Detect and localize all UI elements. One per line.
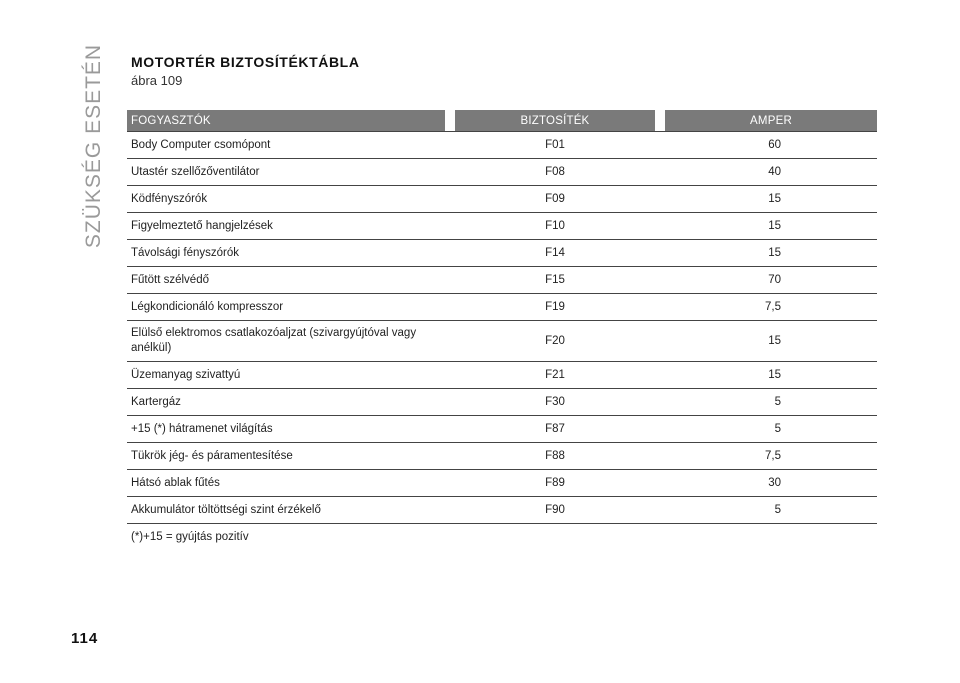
column-separator: [655, 110, 665, 131]
column-separator: [445, 443, 455, 470]
table-row: [127, 497, 877, 524]
amper-cell: 15: [665, 362, 877, 389]
column-separator: [655, 389, 665, 416]
table-row: [127, 213, 877, 240]
column-separator: [445, 389, 455, 416]
column-separator: [445, 416, 455, 443]
column-separator: [445, 132, 455, 159]
amper-cell: 5: [665, 416, 877, 443]
footnote: (*)+15 = gyújtás pozitív: [131, 531, 249, 543]
consumer-cell: Kartergáz: [127, 389, 445, 416]
fuse-cell: F19: [455, 294, 655, 321]
side-section-title-text: SZÜKSÉG ESETÉN: [82, 43, 105, 248]
fuse-cell: F89: [455, 470, 655, 497]
consumer-cell: Body Computer csomópont: [127, 132, 445, 159]
amper-cell: 15: [665, 240, 877, 267]
column-separator: [655, 267, 665, 294]
column-separator: [445, 362, 455, 389]
amper-cell: 7,5: [665, 294, 877, 321]
column-separator: [445, 497, 455, 524]
table-row: [127, 416, 877, 443]
amper-cell: 15: [665, 186, 877, 213]
table-row: [127, 443, 877, 470]
column-separator: [655, 362, 665, 389]
amper-cell: 60: [665, 132, 877, 159]
side-section-title: [80, 43, 108, 248]
table-row: [127, 321, 877, 362]
consumer-cell: Légkondicionáló kompresszor: [127, 294, 445, 321]
consumer-cell: Üzemanyag szivattyú: [127, 362, 445, 389]
table-header-row: [127, 110, 877, 131]
fuse-cell: F90: [455, 497, 655, 524]
fuse-cell: F10: [455, 213, 655, 240]
column-separator: [655, 159, 665, 186]
consumer-cell: +15 (*) hátramenet világítás: [127, 416, 445, 443]
amper-cell: 70: [665, 267, 877, 294]
column-separator: [655, 470, 665, 497]
column-separator: [445, 294, 455, 321]
fuse-cell: F21: [455, 362, 655, 389]
table-body: [127, 131, 877, 524]
consumer-cell: Tükrök jég- és páramentesítése: [127, 443, 445, 470]
table-row: [127, 240, 877, 267]
table-row: [127, 159, 877, 186]
column-header-consumers: FOGYASZTÓK: [127, 110, 445, 131]
column-separator: [445, 267, 455, 294]
page-number: 114: [71, 630, 99, 647]
amper-cell: 40: [665, 159, 877, 186]
column-header-amper: AMPER: [665, 110, 877, 131]
fuse-cell: F15: [455, 267, 655, 294]
figure-reference: ábra 109: [131, 73, 183, 88]
column-header-fuse: BIZTOSÍTÉK: [455, 110, 655, 131]
fuse-cell: F87: [455, 416, 655, 443]
consumer-cell: Akkumulátor töltöttségi szint érzékelő: [127, 497, 445, 524]
column-separator: [445, 186, 455, 213]
consumer-cell: Hátsó ablak fűtés: [127, 470, 445, 497]
column-separator: [655, 186, 665, 213]
amper-cell: 7,5: [665, 443, 877, 470]
fuse-cell: F30: [455, 389, 655, 416]
amper-cell: 30: [665, 470, 877, 497]
fuse-table: [127, 110, 877, 524]
column-separator: [445, 110, 455, 131]
column-separator: [445, 240, 455, 267]
consumer-cell: Elülső elektromos csatlakozóaljzat (szivargyújtóval vagy anélkül): [127, 321, 445, 362]
consumer-cell: Figyelmeztető hangjelzések: [127, 213, 445, 240]
table-row: [127, 267, 877, 294]
column-separator: [655, 443, 665, 470]
fuse-cell: F20: [455, 321, 655, 362]
column-separator: [655, 240, 665, 267]
table-row: [127, 389, 877, 416]
fuse-cell: F14: [455, 240, 655, 267]
column-separator: [445, 213, 455, 240]
table-row: [127, 362, 877, 389]
consumer-cell: Ködfényszórók: [127, 186, 445, 213]
column-separator: [445, 321, 455, 362]
column-separator: [655, 497, 665, 524]
fuse-cell: F08: [455, 159, 655, 186]
amper-cell: 15: [665, 213, 877, 240]
column-separator: [655, 213, 665, 240]
fuse-cell: F09: [455, 186, 655, 213]
table-row: [127, 294, 877, 321]
column-separator: [655, 416, 665, 443]
amper-cell: 15: [665, 321, 877, 362]
fuse-cell: F01: [455, 132, 655, 159]
amper-cell: 5: [665, 389, 877, 416]
consumer-cell: Utastér szellőzőventilátor: [127, 159, 445, 186]
fuse-cell: F88: [455, 443, 655, 470]
amper-cell: 5: [665, 497, 877, 524]
consumer-cell: Távolsági fényszórók: [127, 240, 445, 267]
table-row: [127, 470, 877, 497]
column-separator: [655, 132, 665, 159]
column-separator: [445, 159, 455, 186]
column-separator: [655, 294, 665, 321]
page-heading: MOTORTÉR BIZTOSÍTÉKTÁBLA: [131, 54, 360, 70]
consumer-cell: Fűtött szélvédő: [127, 267, 445, 294]
table-row: [127, 132, 877, 159]
column-separator: [445, 470, 455, 497]
table-row: [127, 186, 877, 213]
column-separator: [655, 321, 665, 362]
